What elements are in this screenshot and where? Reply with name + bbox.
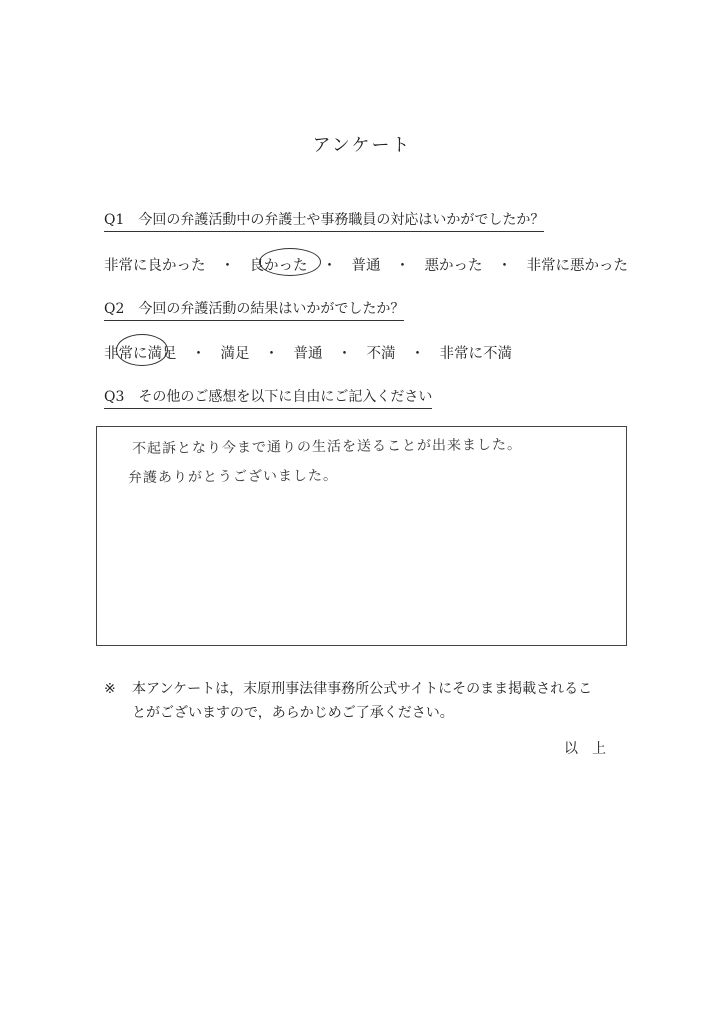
separator: ・ — [264, 346, 279, 362]
disclaimer-line-2: とがございますので，あらかじめご了承ください。 — [132, 705, 454, 721]
separator: ・ — [191, 346, 206, 362]
question-2-options — [104, 342, 512, 363]
disclaimer-text-1: 本アンケートは，末原刑事法律事務所公式サイトにそのまま掲載されるこ — [132, 681, 593, 697]
separator: ・ — [337, 346, 352, 362]
q1-option-good[interactable]: 良かった — [249, 258, 308, 274]
separator: ・ — [497, 258, 512, 274]
comment-line-1: 不起訴となり今まで通りの生活を送ることが出来ました。 — [131, 436, 523, 458]
comment-box[interactable] — [96, 426, 627, 646]
question-1-options — [104, 254, 628, 275]
disclaimer-note — [104, 677, 624, 725]
q1-option-bad[interactable]: 悪かった — [424, 258, 483, 274]
note-mark: ※ — [104, 681, 116, 697]
separator: ・ — [220, 258, 235, 274]
q2-option-satisfied[interactable]: 満足 — [220, 346, 250, 362]
q2-option-very-dissatisfied[interactable]: 非常に不満 — [439, 346, 512, 362]
separator: ・ — [322, 258, 337, 274]
closing-mark: 以上 — [564, 741, 620, 757]
q1-option-very-bad[interactable]: 非常に悪かった — [526, 258, 628, 274]
disclaimer-line-1 — [104, 677, 624, 701]
q2-option-dissatisfied[interactable]: 不満 — [366, 346, 396, 362]
page-title: アンケート — [312, 135, 412, 156]
question-1: Q1 今回の弁護活動中の弁護士や事務職員の対応はいかがでしたか？ — [104, 209, 544, 232]
question-3: Q3 その他のご感想を以下に自由にご記入ください — [104, 386, 432, 409]
q1-option-neutral[interactable]: 普通 — [351, 258, 381, 274]
q2-option-neutral[interactable]: 普通 — [293, 346, 323, 362]
q2-option-very-satisfied[interactable]: 非常に満足 — [104, 346, 177, 362]
q1-option-very-good[interactable]: 非常に良かった — [104, 258, 206, 274]
separator: ・ — [395, 258, 410, 274]
separator: ・ — [410, 346, 425, 362]
comment-line-2: 弁護ありがとうございました。 — [127, 467, 339, 487]
question-2: Q2 今回の弁護活動の結果はいかがでしたか？ — [104, 298, 404, 321]
